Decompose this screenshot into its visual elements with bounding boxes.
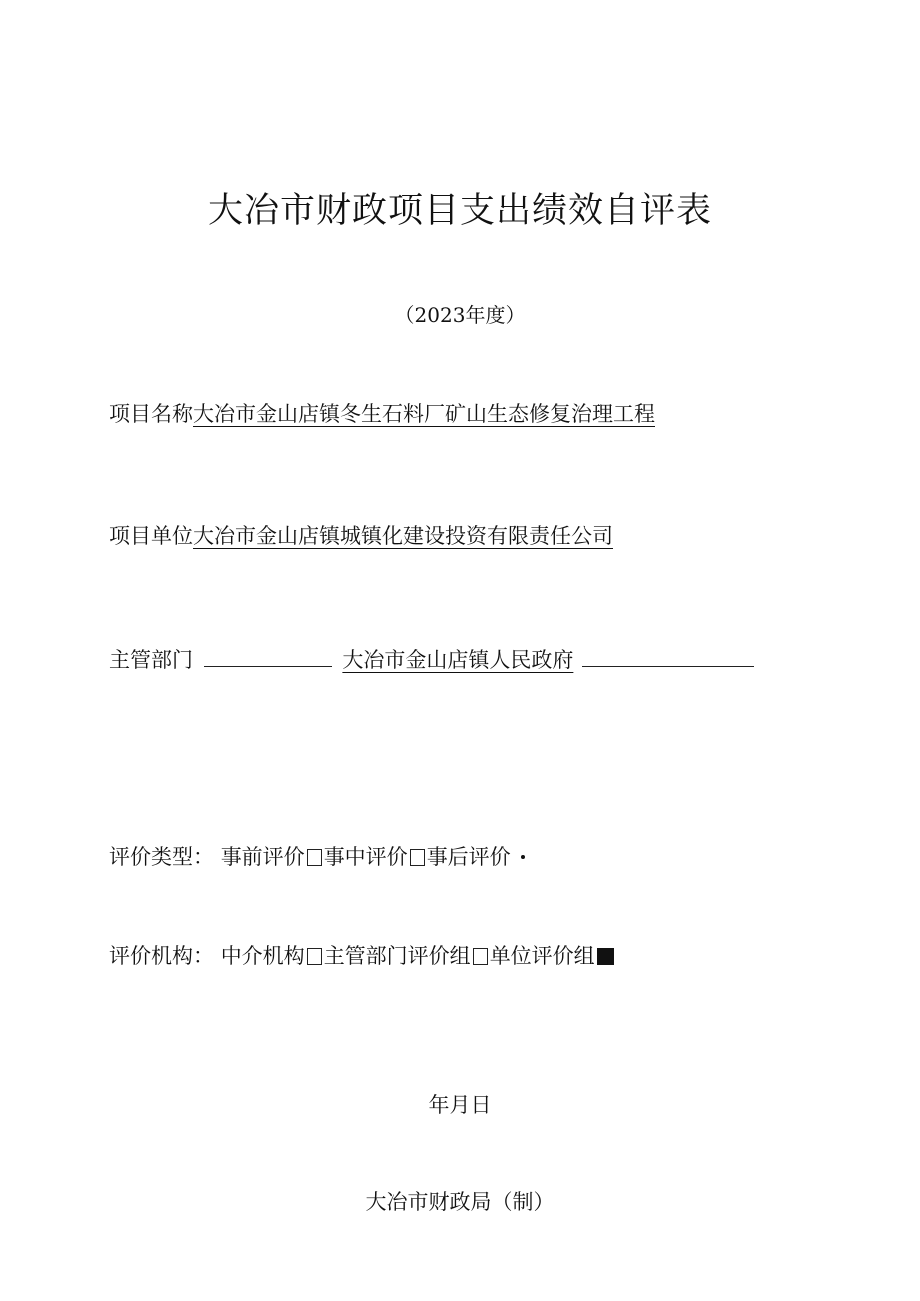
evaluation-org-option-agency: 中介机构 [220,944,305,968]
checkbox-agency[interactable] [307,948,322,965]
department-row [109,645,754,675]
project-unit-value: 大冶市金山店镇城镇化建设投资有限责任公司 [193,524,613,548]
evaluation-type-row [109,842,525,872]
checkbox-mid-evaluation[interactable] [410,849,425,866]
department-blank-left [204,648,332,667]
issuer-line: 大冶市财政局（制） [365,1190,555,1214]
project-unit-label: 项目单位 [109,524,193,548]
selected-mark-post-evaluation[interactable] [521,855,525,859]
checkbox-department-group[interactable] [473,948,488,965]
evaluation-type-option-post: 事后评价 [426,845,511,869]
evaluation-type-label: 评价类型： [109,845,214,869]
evaluation-org-option-unit: 单位评价组 [489,944,595,968]
evaluation-org-option-department: 主管部门评价组 [323,944,471,968]
fiscal-year: （2023年度） [394,303,526,327]
project-name-row [109,399,655,429]
evaluation-type-option-mid: 事中评价 [323,845,408,869]
project-name-value: 大冶市金山店镇冬生石料厂矿山生态修复治理工程 [193,402,655,426]
department-label: 主管部门 [109,648,193,672]
evaluation-org-label: 评价机构： [109,944,214,968]
project-unit-row [109,521,613,551]
checkbox-pre-evaluation[interactable] [307,849,322,866]
project-name-label: 项目名称 [109,402,193,426]
evaluation-type-option-pre: 事前评价 [220,845,305,869]
checkbox-unit-group-checked[interactable] [597,948,614,965]
department-value: 大冶市金山店镇人民政府 [342,648,574,672]
page-title: 大冶市财政项目支出绩效自评表 [207,191,712,231]
department-blank-right [582,648,754,667]
date-line: 年月日 [428,1093,492,1117]
evaluation-org-row [109,941,616,971]
